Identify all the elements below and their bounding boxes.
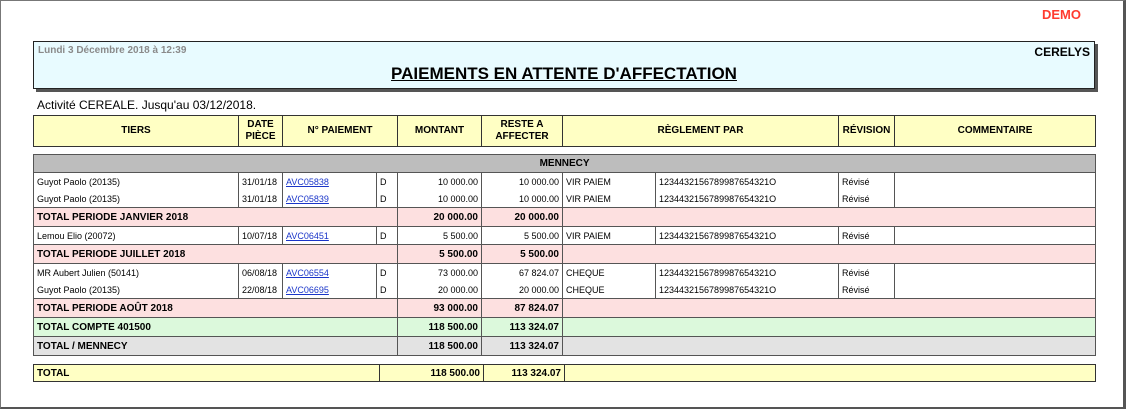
period-total-row bbox=[34, 299, 1096, 318]
date-cell: 31/01/18 bbox=[239, 173, 283, 191]
method-cell: VIR PAIEM bbox=[563, 173, 656, 191]
col-header-date: DATE PIÈCE bbox=[239, 116, 283, 147]
payment-cell bbox=[283, 281, 377, 299]
company-name: CERELYS bbox=[1034, 45, 1090, 59]
revision-cell: Révisé bbox=[839, 173, 895, 191]
col-header-comment: COMMENTAIRE bbox=[895, 116, 1096, 147]
col-header-revision: RÉVISION bbox=[839, 116, 895, 147]
period-total-remaining: 5 500.00 bbox=[482, 245, 563, 264]
comment-cell bbox=[895, 227, 1096, 245]
table-row bbox=[34, 281, 1096, 299]
grand-total-filler bbox=[565, 365, 1096, 382]
payment-cell bbox=[283, 173, 377, 191]
tiers-cell: Guyot Paolo (20135) bbox=[34, 173, 239, 191]
method-cell: VIR PAIEM bbox=[563, 227, 656, 245]
account-total-amount: 118 500.00 bbox=[398, 318, 482, 337]
comment-cell bbox=[895, 190, 1096, 208]
table-row bbox=[34, 264, 1096, 282]
account-total-row bbox=[34, 318, 1096, 337]
date-cell: 10/07/18 bbox=[239, 227, 283, 245]
column-header-table bbox=[33, 115, 1096, 147]
col-header-tiers: TIERS bbox=[34, 116, 239, 147]
col-header-remaining: RESTE A AFFECTER bbox=[482, 116, 563, 147]
account-cell: 1234432156789987654321O bbox=[656, 190, 839, 208]
method-cell: CHEQUE bbox=[563, 281, 656, 299]
col-header-amount: MONTANT bbox=[398, 116, 482, 147]
section-row bbox=[34, 155, 1096, 173]
type-cell: D bbox=[377, 190, 398, 208]
report-subtitle: Activité CEREALE. Jusqu'au 03/12/2018. bbox=[37, 98, 257, 112]
payments-table bbox=[33, 154, 1096, 356]
site-total-filler bbox=[563, 337, 1096, 356]
period-total-amount: 93 000.00 bbox=[398, 299, 482, 318]
remaining-cell: 10 000.00 bbox=[482, 190, 563, 208]
period-total-filler bbox=[563, 299, 1096, 318]
comment-cell bbox=[895, 173, 1096, 191]
account-cell: 1234432156789987654321O bbox=[656, 264, 839, 282]
grand-total-row bbox=[34, 365, 1096, 382]
payment-link[interactable]: AVC06451 bbox=[286, 230, 329, 241]
col-header-payment-no: N° PAIEMENT bbox=[283, 116, 398, 147]
comment-cell bbox=[895, 264, 1096, 282]
demo-watermark: DEMO bbox=[1042, 7, 1081, 22]
amount-cell: 10 000.00 bbox=[398, 190, 482, 208]
grand-total-amount: 118 500.00 bbox=[380, 365, 484, 382]
amount-cell: 20 000.00 bbox=[398, 281, 482, 299]
tiers-cell: Lemou Elio (20072) bbox=[34, 227, 239, 245]
date-cell: 22/08/18 bbox=[239, 281, 283, 299]
remaining-cell: 5 500.00 bbox=[482, 227, 563, 245]
report-header bbox=[33, 41, 1095, 89]
period-total-label: TOTAL PERIODE JANVIER 2018 bbox=[34, 208, 398, 227]
revision-cell: Révisé bbox=[839, 281, 895, 299]
grand-total-remaining: 113 324.07 bbox=[484, 365, 565, 382]
account-cell: 1234432156789987654321O bbox=[656, 173, 839, 191]
period-total-row bbox=[34, 245, 1096, 264]
payment-cell bbox=[283, 227, 377, 245]
payment-link[interactable]: AVC05839 bbox=[286, 193, 329, 204]
site-total-remaining: 113 324.07 bbox=[482, 337, 563, 356]
period-total-amount: 5 500.00 bbox=[398, 245, 482, 264]
payment-link[interactable]: AVC06554 bbox=[286, 267, 329, 278]
type-cell: D bbox=[377, 173, 398, 191]
date-cell: 06/08/18 bbox=[239, 264, 283, 282]
section-label: MENNECY bbox=[34, 155, 1096, 173]
remaining-cell: 67 824.07 bbox=[482, 264, 563, 282]
type-cell: D bbox=[377, 264, 398, 282]
remaining-cell: 10 000.00 bbox=[482, 173, 563, 191]
grand-total-table bbox=[33, 364, 1096, 382]
table-row bbox=[34, 173, 1096, 191]
period-total-row bbox=[34, 208, 1096, 227]
period-total-filler bbox=[563, 245, 1096, 264]
grand-total-label: TOTAL bbox=[34, 365, 380, 382]
payment-cell bbox=[283, 264, 377, 282]
period-total-amount: 20 000.00 bbox=[398, 208, 482, 227]
tiers-cell: MR Aubert Julien (50141) bbox=[34, 264, 239, 282]
amount-cell: 73 000.00 bbox=[398, 264, 482, 282]
method-cell: CHEQUE bbox=[563, 264, 656, 282]
print-date: Lundi 3 Décembre 2018 à 12:39 bbox=[38, 45, 187, 56]
period-total-remaining: 87 824.07 bbox=[482, 299, 563, 318]
account-total-filler bbox=[563, 318, 1096, 337]
remaining-cell: 20 000.00 bbox=[482, 281, 563, 299]
period-total-label: TOTAL PERIODE JUILLET 2018 bbox=[34, 245, 398, 264]
amount-cell: 5 500.00 bbox=[398, 227, 482, 245]
revision-cell: Révisé bbox=[839, 264, 895, 282]
revision-cell: Révisé bbox=[839, 227, 895, 245]
account-cell: 1234432156789987654321O bbox=[656, 281, 839, 299]
type-cell: D bbox=[377, 281, 398, 299]
period-total-label: TOTAL PERIODE AOÛT 2018 bbox=[34, 299, 398, 318]
col-header-paid-by: RÈGLEMENT PAR bbox=[563, 116, 839, 147]
tiers-cell: Guyot Paolo (20135) bbox=[34, 190, 239, 208]
account-total-label: TOTAL COMPTE 401500 bbox=[34, 318, 398, 337]
payment-link[interactable]: AVC06695 bbox=[286, 284, 329, 295]
period-total-remaining: 20 000.00 bbox=[482, 208, 563, 227]
payment-cell bbox=[283, 190, 377, 208]
account-cell: 1234432156789987654321O bbox=[656, 227, 839, 245]
site-total-label: TOTAL / MENNECY bbox=[34, 337, 398, 356]
site-total-amount: 118 500.00 bbox=[398, 337, 482, 356]
table-row bbox=[34, 190, 1096, 208]
method-cell: VIR PAIEM bbox=[563, 190, 656, 208]
date-cell: 31/01/18 bbox=[239, 190, 283, 208]
amount-cell: 10 000.00 bbox=[398, 173, 482, 191]
report-title: PAIEMENTS EN ATTENTE D'AFFECTATION bbox=[391, 64, 737, 83]
table-row bbox=[34, 227, 1096, 245]
revision-cell: Révisé bbox=[839, 190, 895, 208]
payment-link[interactable]: AVC05838 bbox=[286, 176, 329, 187]
tiers-cell: Guyot Paolo (20135) bbox=[34, 281, 239, 299]
site-total-row bbox=[34, 337, 1096, 356]
type-cell: D bbox=[377, 227, 398, 245]
comment-cell bbox=[895, 281, 1096, 299]
account-total-remaining: 113 324.07 bbox=[482, 318, 563, 337]
period-total-filler bbox=[563, 208, 1096, 227]
